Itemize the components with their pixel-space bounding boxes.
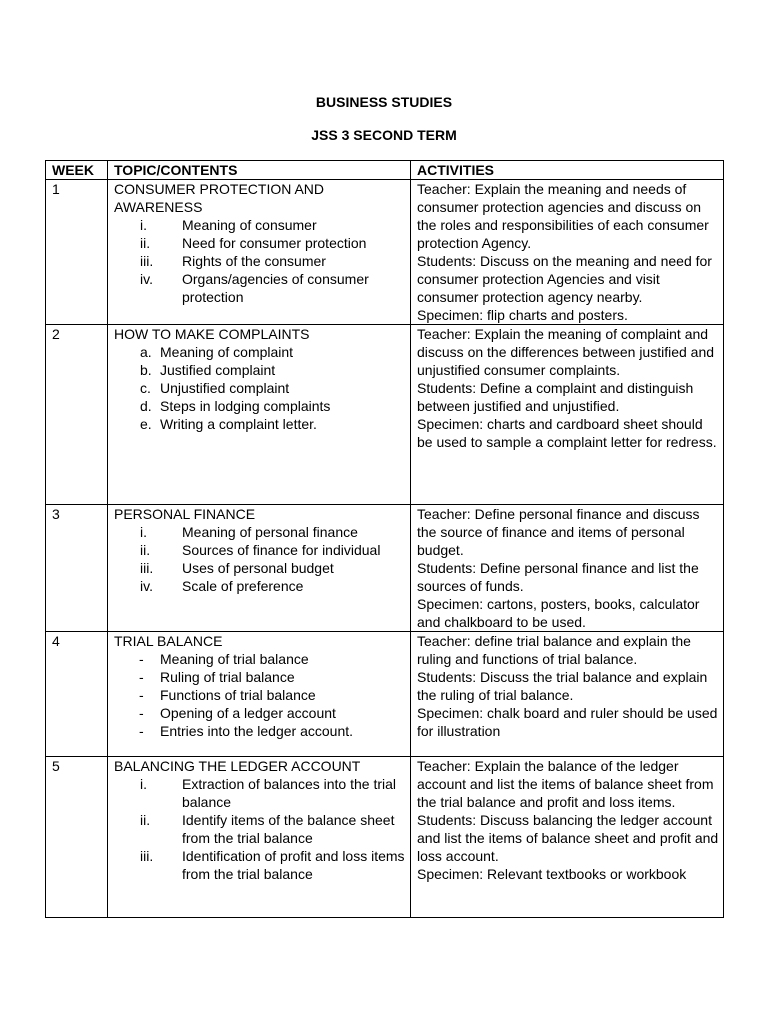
subtopic-list <box>114 775 410 883</box>
teacher-activity: Teacher: Explain the meaning and needs of consumer protection agencies and discuss on the roles and responsibilities of each consumer protection Agency. <box>417 181 709 251</box>
list-item <box>114 361 410 379</box>
list-item-text: Meaning of consumer <box>182 217 317 233</box>
students-activity: Students: Discuss the trial balance and explain the ruling of trial balance. <box>417 669 708 703</box>
specimen-activity: Specimen: cartons, posters, books, calculator and chalkboard to be used. <box>417 596 700 630</box>
list-marker: b. <box>140 362 152 378</box>
activities-cell <box>411 757 724 918</box>
document-title: BUSINESS STUDIES <box>315 94 453 110</box>
topic-title: CONSUMER PROTECTION AND AWARENESS <box>114 181 325 215</box>
list-item <box>114 252 410 270</box>
header-topic: TOPIC/CONTENTS <box>108 161 411 180</box>
topic-cell <box>108 757 411 918</box>
activities-cell <box>411 632 724 757</box>
list-item <box>114 270 410 306</box>
list-item <box>114 650 410 668</box>
list-item <box>114 523 410 541</box>
topic-cell <box>108 325 411 505</box>
document-subtitle: JSS 3 SECOND TERM <box>311 127 457 143</box>
week-cell: 4 <box>46 632 108 757</box>
header-week: WEEK <box>46 161 108 180</box>
list-marker: iii. <box>140 848 154 864</box>
list-marker: - <box>139 687 144 703</box>
list-marker: a. <box>140 344 152 360</box>
list-item-text: Organs/agencies of consumer protection <box>182 271 369 305</box>
list-marker: c. <box>140 380 151 396</box>
list-item-text: Meaning of personal finance <box>182 524 358 540</box>
list-item-text: Unjustified complaint <box>160 380 290 396</box>
list-item-text: Entries into the ledger account. <box>160 723 354 739</box>
scheme-of-work-table <box>45 160 724 918</box>
topic-cell <box>108 505 411 632</box>
list-item <box>114 234 410 252</box>
list-item-text: Meaning of complaint <box>160 344 294 360</box>
list-marker: ii. <box>140 542 151 558</box>
list-item-text: Meaning of trial balance <box>160 651 309 667</box>
list-item-text: Ruling of trial balance <box>160 669 295 685</box>
students-activity: Students: Discuss balancing the ledger account and list the items of balance sheet and profit and loss account. <box>417 812 719 864</box>
list-item-text: Scale of preference <box>182 578 304 594</box>
specimen-activity: Specimen: charts and cardboard sheet should be used to sample a complaint letter for redress. <box>417 416 717 450</box>
list-item <box>114 847 410 883</box>
teacher-activity: Teacher: Define personal finance and discuss the source of finance and items of personal budget. <box>417 506 700 558</box>
specimen-activity: Specimen: Relevant textbooks or workbook <box>417 866 687 882</box>
subtopic-list <box>114 216 410 306</box>
activities-cell <box>411 325 724 505</box>
list-item <box>114 216 410 234</box>
students-activity: Students: Discuss on the meaning and need for consumer protection Agencies and visit consumer protection agency nearby. <box>417 253 712 305</box>
list-item <box>114 811 410 847</box>
list-item <box>114 668 410 686</box>
subtopic-list <box>114 523 410 595</box>
table-header-row <box>46 161 724 180</box>
list-item <box>114 415 410 433</box>
table-row <box>46 505 724 632</box>
list-item-text: Sources of finance for individual <box>182 542 381 558</box>
list-marker: - <box>139 669 144 685</box>
table-row <box>46 180 724 325</box>
week-cell: 2 <box>46 325 108 505</box>
activities-cell <box>411 180 724 325</box>
list-item <box>114 577 410 595</box>
topic-title: PERSONAL FINANCE <box>114 506 256 522</box>
week-cell: 1 <box>46 180 108 325</box>
list-item-text: Need for consumer protection <box>182 235 367 251</box>
list-marker: iii. <box>140 560 154 576</box>
list-item-text: Opening of a ledger account <box>160 705 336 721</box>
list-item-text: Justified complaint <box>160 362 276 378</box>
teacher-activity: Teacher: Explain the meaning of complaint and discuss on the differences between justified and unjustified consumer complaints. <box>417 326 715 378</box>
list-item <box>114 686 410 704</box>
list-item <box>114 541 410 559</box>
students-activity: Students: Define personal finance and list the sources of funds. <box>417 560 699 594</box>
list-item-text: Functions of trial balance <box>160 687 316 703</box>
list-marker: - <box>139 723 144 739</box>
week-cell: 3 <box>46 505 108 632</box>
teacher-activity: Teacher: define trial balance and explain the ruling and functions of trial balance. <box>417 633 691 667</box>
teacher-activity: Teacher: Explain the balance of the ledger account and list the items of balance sheet from the trial balance and profit and loss items. <box>417 758 714 810</box>
topic-cell <box>108 180 411 325</box>
list-marker: iv. <box>140 578 153 594</box>
list-marker: e. <box>140 416 152 432</box>
topic-cell <box>108 632 411 757</box>
specimen-activity: Specimen: flip charts and posters. <box>417 307 628 323</box>
list-marker: iv. <box>140 271 153 287</box>
list-marker: - <box>139 705 144 721</box>
list-marker: i. <box>140 776 147 792</box>
list-marker: ii. <box>140 812 151 828</box>
list-item-text: Identification of profit and loss items from the trial balance <box>182 848 405 882</box>
list-item <box>114 559 410 577</box>
list-item-text: Uses of personal budget <box>182 560 334 576</box>
list-item-text: Rights of the consumer <box>182 253 326 269</box>
list-item <box>114 722 410 740</box>
list-marker: i. <box>140 217 147 233</box>
subtopic-list <box>114 343 410 433</box>
list-marker: ii. <box>140 235 151 251</box>
list-item <box>114 704 410 722</box>
list-item <box>114 775 410 811</box>
header-activities: ACTIVITIES <box>411 161 724 180</box>
list-marker: iii. <box>140 253 154 269</box>
list-marker: d. <box>140 398 152 414</box>
list-marker: i. <box>140 524 147 540</box>
table-row <box>46 325 724 505</box>
list-item-text: Steps in lodging complaints <box>160 398 331 414</box>
students-activity: Students: Define a complaint and distinguish between justified and unjustified. <box>417 380 694 414</box>
topic-title: BALANCING THE LEDGER ACCOUNT <box>114 758 361 774</box>
list-item-text: Writing a complaint letter. <box>160 416 317 432</box>
list-item-text: Identify items of the balance sheet from the trial balance <box>182 812 395 846</box>
table-row <box>46 757 724 918</box>
topic-title: TRIAL BALANCE <box>114 633 223 649</box>
subtopic-list <box>114 650 410 740</box>
list-item-text: Extraction of balances into the trial balance <box>182 776 397 810</box>
list-item <box>114 379 410 397</box>
list-marker: - <box>139 651 144 667</box>
list-item <box>114 397 410 415</box>
topic-title: HOW TO MAKE COMPLAINTS <box>114 326 310 342</box>
list-item <box>114 343 410 361</box>
activities-cell <box>411 505 724 632</box>
table-row <box>46 632 724 757</box>
week-cell: 5 <box>46 757 108 918</box>
specimen-activity: Specimen: chalk board and ruler should be used for illustration <box>417 705 718 739</box>
